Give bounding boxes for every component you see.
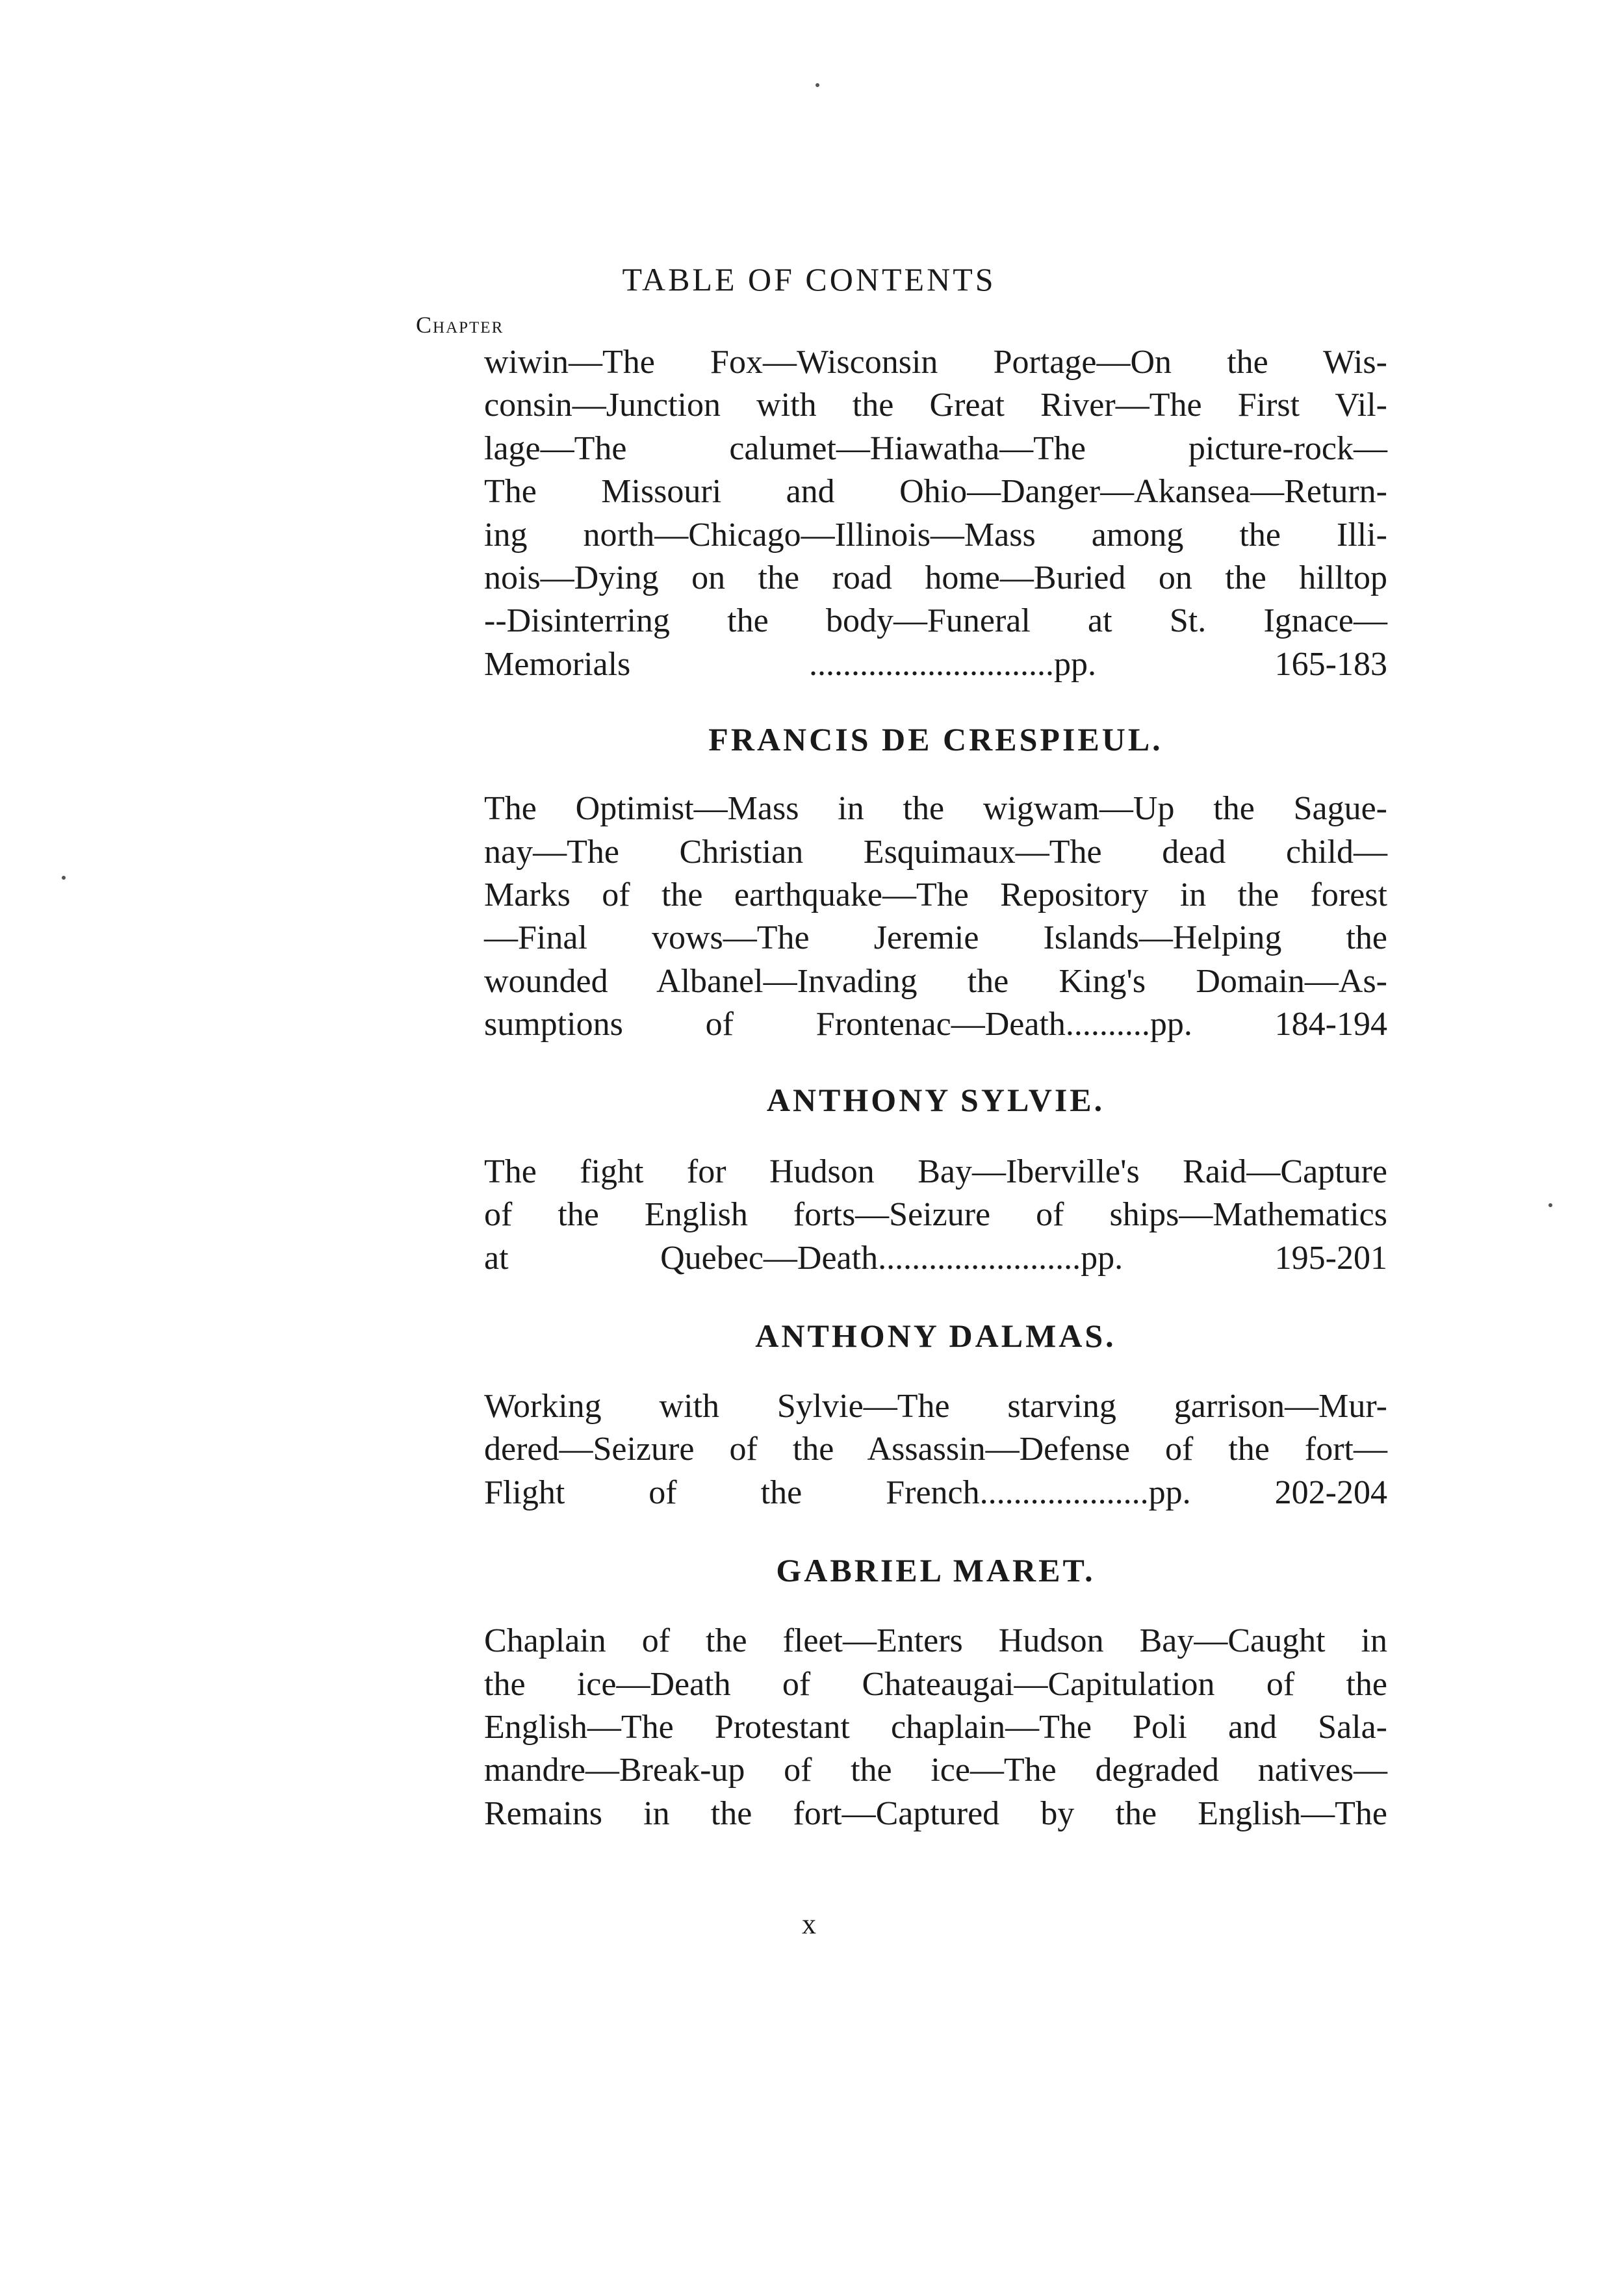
entry-line: Flight of the French....................pp. 202-204 <box>484 1473 1387 1511</box>
entry-line: The fight for Hudson Bay—Iberville's Raid—Capture <box>484 1153 1387 1190</box>
contents-body <box>484 341 1387 1835</box>
scan-speck <box>815 83 819 87</box>
entry-line: at Quebec—Death........................pp. 195-201 <box>484 1239 1387 1277</box>
scan-speck <box>62 876 66 880</box>
entry-line: Marks of the earthquake—The Repository in the forest <box>484 876 1387 914</box>
section-title-dalmas: ANTHONY DALMAS. <box>755 1317 1116 1354</box>
entry-line: nois—Dying on the road home—Buried on the hilltop <box>484 559 1387 597</box>
toc-entry-crespieul <box>484 787 1387 1046</box>
entry-line: ing north—Chicago—Illinois—Mass among the Illi- <box>484 516 1387 554</box>
entry-line: The Missouri and Ohio—Danger—Akansea—Return- <box>484 473 1387 511</box>
section-title-crespieul: FRANCIS DE CRESPIEUL. <box>708 721 1163 758</box>
toc-entry-continued <box>484 341 1387 686</box>
entry-line: of the English forts—Seizure of ships—Mathematics <box>484 1196 1387 1234</box>
toc-entry-sylvie <box>484 1151 1387 1280</box>
entry-line: Remains in the fort—Captured by the English—The <box>484 1794 1387 1832</box>
entry-line: Memorials .............................pp. 165-183 <box>484 645 1387 683</box>
running-head: TABLE OF CONTENTS <box>622 261 996 298</box>
entry-line: wiwin—The Fox—Wisconsin Portage—On the Wis- <box>484 344 1387 381</box>
entry-line: —Final vows—The Jeremie Islands—Helping the <box>484 919 1387 957</box>
entry-line: nay—The Christian Esquimaux—The dead child— <box>484 833 1387 871</box>
entry-line: consin—Junction with the Great River—The First Vil- <box>484 387 1387 424</box>
entry-line: English—The Protestant chaplain—The Poli and Sala- <box>484 1708 1387 1746</box>
chapter-label: Chapter <box>416 312 504 338</box>
toc-entry-dalmas <box>484 1385 1387 1514</box>
section-title-sylvie: ANTHONY SYLVIE. <box>766 1081 1105 1118</box>
entry-line: dered—Seizure of the Assassin—Defense of the fort— <box>484 1431 1387 1468</box>
entry-line: wounded Albanel—Invading the King's Domain—As- <box>484 962 1387 1000</box>
page-number: x <box>802 1908 816 1940</box>
entry-line: Chaplain of the fleet—Enters Hudson Bay—Caught in <box>484 1622 1387 1660</box>
entry-line: Working with Sylvie—The starving garrison—Mur- <box>484 1387 1387 1425</box>
entry-line: lage—The calumet—Hiawatha—The picture-rock— <box>484 429 1387 467</box>
section-title-maret: GABRIEL MARET. <box>776 1552 1096 1589</box>
toc-entry-maret <box>484 1620 1387 1835</box>
entry-line: The Optimist—Mass in the wigwam—Up the Sague- <box>484 790 1387 828</box>
entry-line: the ice—Death of Chateaugai—Capitulation of the <box>484 1665 1387 1703</box>
entry-line: mandre—Break-up of the ice—The degraded natives— <box>484 1752 1387 1789</box>
scan-speck <box>1548 1203 1552 1207</box>
entry-line: sumptions of Frontenac—Death..........pp. 184-194 <box>484 1006 1387 1043</box>
entry-line: --Disinterring the body—Funeral at St. Ignace— <box>484 602 1387 640</box>
